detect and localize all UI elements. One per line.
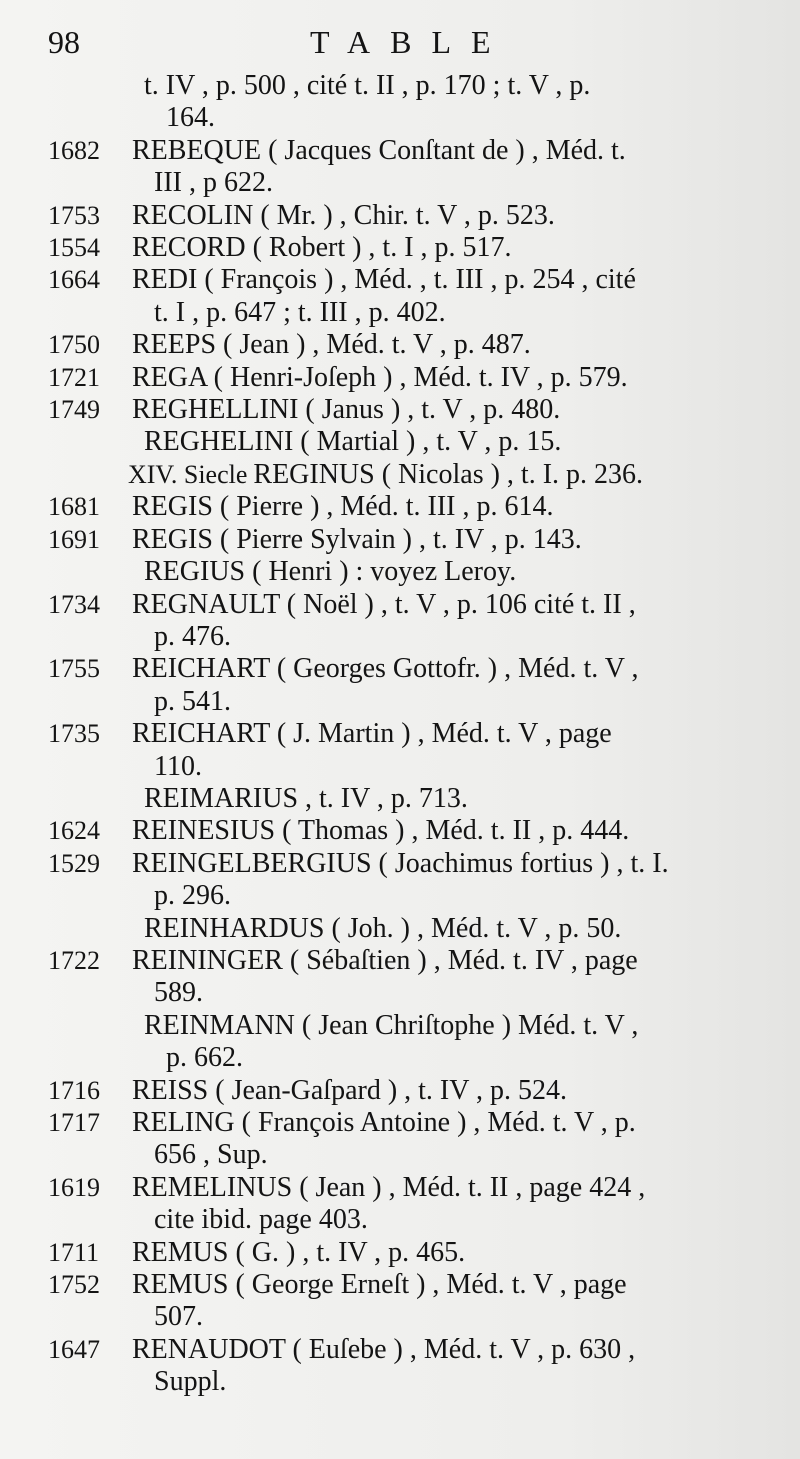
- entry-year: 1753: [48, 200, 100, 230]
- entry-text: REGINUS ( Nicolas ) , t. I. p. 236.: [253, 458, 644, 490]
- entry-line: REGIUS ( Henri ) : voyez Leroy.: [144, 556, 517, 588]
- entry-year: 1752: [48, 1270, 100, 1300]
- page-number: 98: [48, 24, 80, 60]
- entry-line: REGIS ( Pierre ) , Méd. t. III , p. 614.: [132, 491, 554, 523]
- entry-line: REMUS ( G. ) , t. IV , p. 465.: [132, 1236, 466, 1268]
- entry-year: 1750: [48, 330, 100, 360]
- entry-line: REMUS ( George Erneſt ) , Méd. t. V , page: [132, 1269, 627, 1301]
- entry-line: REBEQUE ( Jacques Conſtant de ) , Méd. t.: [132, 134, 626, 166]
- entry-line: p. 541.: [154, 685, 231, 717]
- index-entry: [48, 1075, 768, 1107]
- entry-year: 1664: [48, 265, 100, 295]
- entry-line: REICHART ( Georges Gottofr. ) , Méd. t. V ,: [132, 653, 639, 685]
- entry-line: 164.: [166, 102, 215, 134]
- page-header: [40, 22, 760, 62]
- index-entry: [48, 1269, 768, 1334]
- entry-line: p. 476.: [154, 620, 231, 652]
- entry-line: REISS ( Jean-Gaſpard ) , t. IV , p. 524.: [132, 1074, 567, 1106]
- entry-year: 1716: [48, 1075, 100, 1105]
- index-entry: [48, 264, 768, 329]
- entry-line: REINHARDUS ( Joh. ) , Méd. t. V , p. 50.: [144, 912, 622, 944]
- index-entry: [48, 70, 768, 135]
- entry-line: p. 662.: [166, 1042, 243, 1074]
- entry-year: 1681: [48, 492, 100, 522]
- entry-year: 1721: [48, 362, 100, 392]
- entry-line: 589.: [154, 977, 203, 1009]
- entry-year: 1735: [48, 719, 100, 749]
- index-entry: [48, 200, 768, 232]
- entry-line: REGHELINI ( Martial ) , t. V , p. 15.: [144, 426, 562, 458]
- entry-line: RENAUDOT ( Euſebe ) , Méd. t. V , p. 630 ,: [132, 1333, 636, 1365]
- index-entry: [48, 426, 768, 458]
- entry-line: REGNAULT ( Noël ) , t. V , p. 106 cité t. II ,: [132, 588, 636, 620]
- entry-line: p. 296.: [154, 880, 231, 912]
- index-entry: [48, 1107, 768, 1172]
- index-entry: [48, 329, 768, 361]
- entry-year: 1647: [48, 1334, 100, 1364]
- index-entry: [48, 135, 768, 200]
- entry-line: t. IV , p. 500 , cité t. II , p. 170 ; t. V , p.: [144, 70, 591, 101]
- entry-line: REINMANN ( Jean Chriſtophe ) Méd. t. V ,: [144, 1009, 639, 1041]
- index-entry: [48, 815, 768, 847]
- entry-line: REGIS ( Pierre Sylvain ) , t. IV , p. 143.: [132, 523, 582, 555]
- entry-year: 1691: [48, 524, 100, 554]
- index-entry: [48, 945, 768, 1010]
- entry-line: 656 , Sup.: [154, 1139, 268, 1171]
- index-entry: [48, 718, 768, 783]
- index-entry: [48, 783, 768, 815]
- entry-line: REMELINUS ( Jean ) , Méd. t. II , page 424 ,: [132, 1171, 646, 1203]
- entry-line: RECORD ( Robert ) , t. I , p. 517.: [132, 232, 512, 264]
- entry-line: REICHART ( J. Martin ) , Méd. t. V , page: [132, 718, 612, 750]
- entry-line: REIMARIUS , t. IV , p. 713.: [144, 782, 468, 814]
- entry-line: [128, 459, 768, 491]
- index-entry: [48, 913, 768, 945]
- entry-year: 1711: [48, 1237, 100, 1267]
- index-entry: [48, 1237, 768, 1269]
- entry-line: REEPS ( Jean ) , Méd. t. V , p. 487.: [132, 329, 531, 361]
- entry-line: 110.: [154, 750, 202, 782]
- entry-line: 507.: [154, 1301, 203, 1333]
- index-entry: [48, 524, 768, 556]
- index-entry: [48, 1334, 768, 1399]
- entry-year: 1749: [48, 395, 100, 425]
- entry-line: REINGELBERGIUS ( Joachimus fortius ) , t. I.: [132, 847, 669, 879]
- entry-line: RECOLIN ( Mr. ) , Chir. t. V , p. 523.: [132, 199, 555, 231]
- index-entry: [48, 1172, 768, 1237]
- index-entry: [48, 556, 768, 588]
- running-title: TABLE: [310, 24, 511, 60]
- entry-line: t. I , p. 647 ; t. III , p. 402.: [154, 296, 446, 328]
- entry-line: REININGER ( Sébaſtien ) , Méd. t. IV , page: [132, 944, 638, 976]
- entry-year: 1717: [48, 1108, 100, 1137]
- index-entry: [48, 362, 768, 394]
- entry-line: Suppl.: [154, 1366, 227, 1398]
- index-entry: [48, 848, 768, 913]
- index-entry: [48, 232, 768, 264]
- entry-line: III , p 622.: [154, 167, 273, 199]
- entry-year: 1734: [48, 589, 100, 619]
- entry-year: 1624: [48, 816, 100, 846]
- entry-line: RELING ( François Antoine ) , Méd. t. V , p.: [132, 1107, 636, 1138]
- index-entry: [48, 459, 768, 491]
- entry-line: REINESIUS ( Thomas ) , Méd. t. II , p. 444.: [132, 815, 630, 847]
- entry-line: REGHELLINI ( Janus ) , t. V , p. 480.: [132, 394, 561, 426]
- index-entry: [48, 491, 768, 523]
- entry-year: 1722: [48, 945, 100, 975]
- index-entry: [48, 1010, 768, 1075]
- index-entry: [48, 394, 768, 426]
- entry-line: REGA ( Henri-Joſeph ) , Méd. t. IV , p. 579.: [132, 361, 628, 393]
- entry-year: 1619: [48, 1172, 100, 1202]
- entry-year: 1554: [48, 233, 100, 263]
- entry-line: cite ibid. page 403.: [154, 1204, 368, 1236]
- entry-year: XIV. Siecle: [128, 459, 248, 489]
- entry-year: 1682: [48, 135, 100, 165]
- entry-year: 1529: [48, 848, 100, 878]
- index-entry: [48, 589, 768, 654]
- entry-year: 1755: [48, 654, 100, 684]
- entry-line: REDI ( François ) , Méd. , t. III , p. 254 , cité: [132, 264, 636, 296]
- index-entries: [48, 70, 768, 1399]
- index-entry: [48, 653, 768, 718]
